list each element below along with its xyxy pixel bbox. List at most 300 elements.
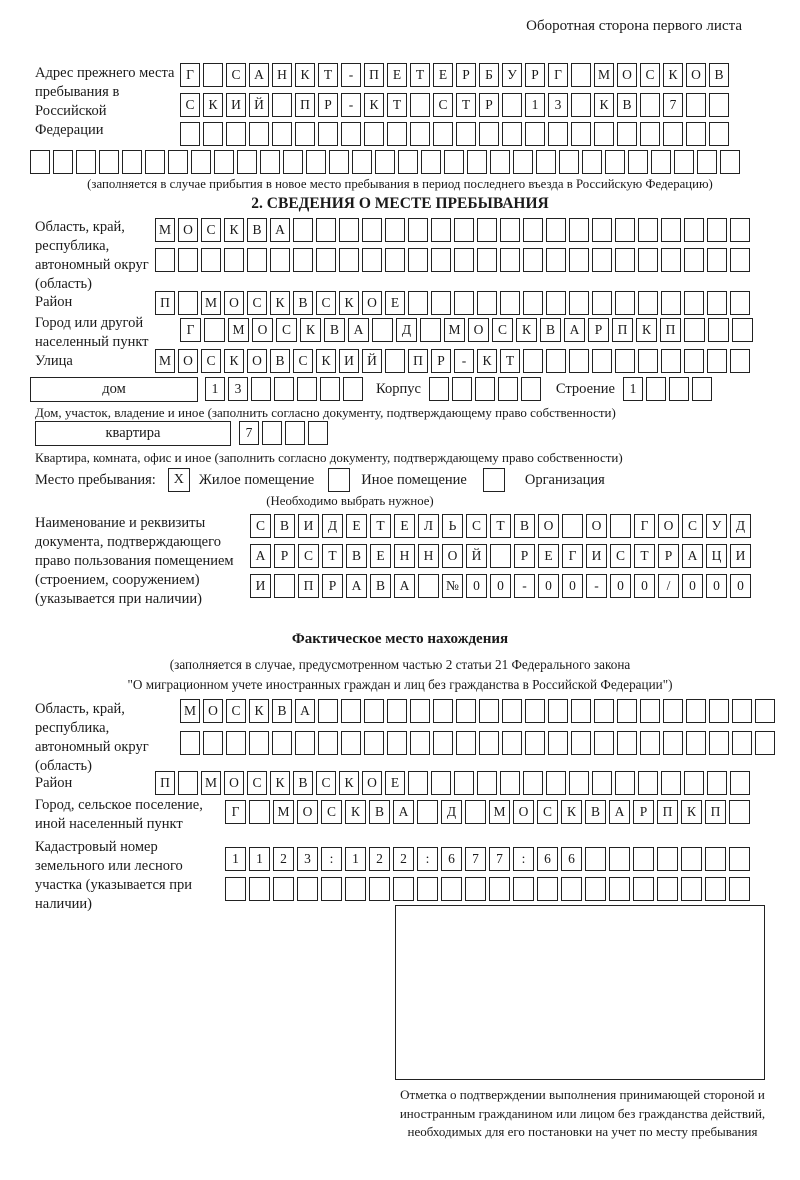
char-cell[interactable]: Е [433,63,453,87]
char-cell[interactable] [592,349,612,373]
char-cell[interactable] [341,122,361,146]
char-cell[interactable]: Е [385,771,405,795]
char-cell[interactable] [420,318,441,342]
char-cell[interactable] [617,731,637,755]
char-cell[interactable] [203,731,223,755]
char-cell[interactable] [417,877,438,901]
char-cell[interactable]: - [341,93,361,117]
char-cell[interactable] [122,150,142,174]
char-cell[interactable] [178,291,198,315]
char-cell[interactable] [548,731,568,755]
char-cell[interactable] [318,699,338,723]
char-cell[interactable] [155,248,175,272]
char-cell[interactable]: 2 [393,847,414,871]
char-cell[interactable] [385,218,405,242]
char-cell[interactable]: 1 [225,847,246,871]
char-cell[interactable]: С [298,544,319,568]
char-cell[interactable] [345,877,366,901]
char-cell[interactable] [467,150,487,174]
char-cell[interactable] [375,150,395,174]
char-cell[interactable] [708,318,729,342]
char-cell[interactable] [707,349,727,373]
char-cell[interactable] [592,291,612,315]
char-cell[interactable] [661,218,681,242]
char-cell[interactable]: Д [441,800,462,824]
char-cell[interactable] [615,771,635,795]
char-cell[interactable]: К [300,318,321,342]
char-cell[interactable] [454,248,474,272]
char-cell[interactable] [523,291,543,315]
char-cell[interactable] [385,248,405,272]
char-cell[interactable]: К [477,349,497,373]
char-cell[interactable] [513,877,534,901]
char-cell[interactable] [571,93,591,117]
char-cell[interactable] [730,218,750,242]
char-cell[interactable]: Г [634,514,655,538]
char-cell[interactable] [364,731,384,755]
char-cell[interactable]: О [362,771,382,795]
char-cell[interactable] [433,731,453,755]
char-cell[interactable]: В [370,574,391,598]
char-cell[interactable] [663,122,683,146]
char-cell[interactable]: - [586,574,607,598]
char-cell[interactable]: П [408,349,428,373]
char-cell[interactable]: О [658,514,679,538]
char-cell[interactable]: 7 [663,93,683,117]
char-cell[interactable]: Е [394,514,415,538]
char-cell[interactable] [569,218,589,242]
char-cell[interactable] [615,291,635,315]
char-cell[interactable] [408,248,428,272]
char-cell[interactable]: 7 [489,847,510,871]
char-cell[interactable]: 0 [634,574,655,598]
char-cell[interactable] [479,122,499,146]
char-cell[interactable]: Й [466,544,487,568]
char-cell[interactable]: А [564,318,585,342]
char-cell[interactable] [372,318,393,342]
char-cell[interactable]: К [316,349,336,373]
char-cell[interactable] [709,93,729,117]
char-cell[interactable]: Г [180,318,201,342]
char-cell[interactable] [180,122,200,146]
char-cell[interactable] [30,150,50,174]
char-cell[interactable] [729,877,750,901]
char-cell[interactable]: К [594,93,614,117]
char-cell[interactable] [490,150,510,174]
char-cell[interactable] [362,248,382,272]
char-cell[interactable] [592,218,612,242]
char-cell[interactable] [479,731,499,755]
char-cell[interactable] [686,93,706,117]
char-cell[interactable] [571,63,591,87]
char-cell[interactable] [594,122,614,146]
char-cell[interactable] [387,122,407,146]
char-cell[interactable] [669,377,689,401]
char-cell[interactable]: К [249,699,269,723]
char-cell[interactable]: О [362,291,382,315]
char-cell[interactable] [615,248,635,272]
char-cell[interactable] [441,877,462,901]
char-cell[interactable]: К [345,800,366,824]
char-cell[interactable] [410,731,430,755]
char-cell[interactable] [684,349,704,373]
char-cell[interactable]: 3 [297,847,318,871]
char-cell[interactable] [247,248,267,272]
char-cell[interactable]: С [492,318,513,342]
char-cell[interactable] [569,291,589,315]
char-cell[interactable] [260,150,280,174]
char-cell[interactable]: 2 [369,847,390,871]
char-cell[interactable]: К [295,63,315,87]
char-cell[interactable] [387,731,407,755]
char-cell[interactable] [657,847,678,871]
char-cell[interactable] [571,122,591,146]
char-cell[interactable] [546,771,566,795]
char-cell[interactable]: С [201,218,221,242]
char-cell[interactable] [145,150,165,174]
char-cell[interactable] [452,377,472,401]
char-cell[interactable] [525,122,545,146]
char-cell[interactable]: О [224,771,244,795]
char-cell[interactable]: В [324,318,345,342]
char-cell[interactable]: Р [658,544,679,568]
char-cell[interactable]: 0 [538,574,559,598]
char-cell[interactable] [318,122,338,146]
char-cell[interactable] [465,877,486,901]
char-cell[interactable]: Й [362,349,382,373]
char-cell[interactable] [465,800,486,824]
char-cell[interactable]: К [339,291,359,315]
char-cell[interactable] [609,847,630,871]
char-cell[interactable] [605,150,625,174]
char-cell[interactable] [502,93,522,117]
char-cell[interactable] [364,122,384,146]
char-cell[interactable] [316,248,336,272]
char-cell[interactable] [410,699,430,723]
char-cell[interactable]: П [364,63,384,87]
char-cell[interactable] [76,150,96,174]
char-cell[interactable]: М [155,218,175,242]
char-cell[interactable]: Т [456,93,476,117]
char-cell[interactable]: А [348,318,369,342]
char-cell[interactable] [295,731,315,755]
char-cell[interactable] [341,699,361,723]
char-cell[interactable] [178,248,198,272]
char-cell[interactable] [562,514,583,538]
char-cell[interactable]: 1 [249,847,270,871]
char-cell[interactable] [502,122,522,146]
char-cell[interactable] [421,150,441,174]
char-cell[interactable]: Е [385,291,405,315]
char-cell[interactable]: Р [525,63,545,87]
char-cell[interactable]: 6 [537,847,558,871]
char-cell[interactable] [755,699,775,723]
char-cell[interactable]: Е [538,544,559,568]
char-cell[interactable]: С [201,349,221,373]
char-cell[interactable] [559,150,579,174]
char-cell[interactable]: Г [180,63,200,87]
char-cell[interactable]: К [681,800,702,824]
char-cell[interactable]: В [270,349,290,373]
char-cell[interactable] [628,150,648,174]
char-cell[interactable]: 0 [610,574,631,598]
char-cell[interactable]: О [686,63,706,87]
char-cell[interactable] [646,377,666,401]
char-cell[interactable] [431,218,451,242]
char-cell[interactable] [513,150,533,174]
checkbox-zhiloe[interactable]: X [168,468,190,492]
char-cell[interactable]: С [682,514,703,538]
char-cell[interactable] [237,150,257,174]
char-cell[interactable]: Т [370,514,391,538]
char-cell[interactable]: Г [562,544,583,568]
char-cell[interactable]: К [636,318,657,342]
char-cell[interactable]: 7 [239,421,259,445]
char-cell[interactable] [454,218,474,242]
char-cell[interactable] [431,248,451,272]
char-cell[interactable] [523,218,543,242]
char-cell[interactable] [663,731,683,755]
char-cell[interactable]: С [247,291,267,315]
char-cell[interactable] [707,291,727,315]
char-cell[interactable] [418,574,439,598]
char-cell[interactable]: В [247,218,267,242]
char-cell[interactable] [329,150,349,174]
char-cell[interactable] [709,731,729,755]
char-cell[interactable] [548,122,568,146]
char-cell[interactable]: Н [272,63,292,87]
char-cell[interactable]: 1 [205,377,225,401]
char-cell[interactable] [661,291,681,315]
char-cell[interactable]: Р [431,349,451,373]
char-cell[interactable] [729,847,750,871]
char-cell[interactable]: О [617,63,637,87]
char-cell[interactable]: Е [346,514,367,538]
char-cell[interactable] [684,771,704,795]
checkbox-inoe[interactable] [328,468,350,492]
char-cell[interactable] [684,248,704,272]
char-cell[interactable] [249,800,270,824]
char-cell[interactable] [387,699,407,723]
char-cell[interactable]: К [224,218,244,242]
char-cell[interactable] [249,122,269,146]
char-cell[interactable]: 2 [273,847,294,871]
char-cell[interactable] [321,877,342,901]
char-cell[interactable] [663,699,683,723]
char-cell[interactable]: К [516,318,537,342]
char-cell[interactable]: П [155,291,175,315]
char-cell[interactable] [521,377,541,401]
char-cell[interactable]: С [250,514,271,538]
char-cell[interactable] [293,218,313,242]
char-cell[interactable] [477,218,497,242]
char-cell[interactable]: В [709,63,729,87]
char-cell[interactable] [755,731,775,755]
char-cell[interactable] [546,248,566,272]
char-cell[interactable]: С [537,800,558,824]
char-cell[interactable] [610,514,631,538]
char-cell[interactable] [490,544,511,568]
char-cell[interactable] [274,574,295,598]
char-cell[interactable]: К [270,291,290,315]
char-cell[interactable]: К [364,93,384,117]
char-cell[interactable]: С [247,771,267,795]
char-cell[interactable] [285,421,305,445]
char-cell[interactable] [523,771,543,795]
char-cell[interactable] [429,377,449,401]
char-cell[interactable]: У [706,514,727,538]
char-cell[interactable]: С [321,800,342,824]
char-cell[interactable]: А [346,574,367,598]
char-cell[interactable] [477,771,497,795]
char-cell[interactable]: 3 [548,93,568,117]
char-cell[interactable]: П [612,318,633,342]
char-cell[interactable]: А [682,544,703,568]
char-cell[interactable] [502,699,522,723]
char-cell[interactable]: О [468,318,489,342]
char-cell[interactable] [640,122,660,146]
char-cell[interactable] [500,771,520,795]
char-cell[interactable] [732,731,752,755]
char-cell[interactable]: / [658,574,679,598]
char-cell[interactable] [408,771,428,795]
char-cell[interactable] [398,150,418,174]
char-cell[interactable] [638,248,658,272]
char-cell[interactable] [270,248,290,272]
char-cell[interactable] [249,731,269,755]
char-cell[interactable] [433,699,453,723]
char-cell[interactable]: Ь [442,514,463,538]
char-cell[interactable]: 0 [466,574,487,598]
char-cell[interactable] [615,218,635,242]
char-cell[interactable] [320,377,340,401]
char-cell[interactable]: Д [396,318,417,342]
char-cell[interactable]: Т [634,544,655,568]
char-cell[interactable]: Н [418,544,439,568]
char-cell[interactable] [475,377,495,401]
char-cell[interactable]: О [224,291,244,315]
char-cell[interactable] [640,731,660,755]
char-cell[interactable]: И [226,93,246,117]
char-cell[interactable]: К [224,349,244,373]
char-cell[interactable] [546,349,566,373]
char-cell[interactable]: Р [514,544,535,568]
char-cell[interactable] [456,699,476,723]
char-cell[interactable] [681,877,702,901]
char-cell[interactable] [369,877,390,901]
char-cell[interactable]: В [272,699,292,723]
char-cell[interactable] [225,877,246,901]
char-cell[interactable] [454,771,474,795]
char-cell[interactable] [316,218,336,242]
char-cell[interactable] [297,877,318,901]
char-cell[interactable] [249,877,270,901]
char-cell[interactable]: Р [456,63,476,87]
char-cell[interactable]: 1 [623,377,643,401]
char-cell[interactable]: О [513,800,534,824]
char-cell[interactable]: О [297,800,318,824]
char-cell[interactable] [433,122,453,146]
char-cell[interactable] [500,291,520,315]
char-cell[interactable] [456,122,476,146]
char-cell[interactable] [709,699,729,723]
char-cell[interactable] [203,122,223,146]
char-cell[interactable]: Т [318,63,338,87]
char-cell[interactable]: М [155,349,175,373]
char-cell[interactable] [661,771,681,795]
char-cell[interactable]: В [585,800,606,824]
char-cell[interactable] [364,699,384,723]
char-cell[interactable] [226,122,246,146]
char-cell[interactable]: Е [387,63,407,87]
char-cell[interactable]: - [341,63,361,87]
char-cell[interactable] [569,771,589,795]
char-cell[interactable] [617,699,637,723]
char-cell[interactable]: А [394,574,415,598]
char-cell[interactable]: С [433,93,453,117]
char-cell[interactable] [730,291,750,315]
char-cell[interactable] [705,847,726,871]
char-cell[interactable]: Т [410,63,430,87]
char-cell[interactable] [339,218,359,242]
char-cell[interactable] [661,248,681,272]
char-cell[interactable]: : [513,847,534,871]
char-cell[interactable]: 0 [682,574,703,598]
char-cell[interactable] [168,150,188,174]
char-cell[interactable] [686,122,706,146]
char-cell[interactable] [523,248,543,272]
char-cell[interactable]: - [454,349,474,373]
char-cell[interactable] [657,877,678,901]
char-cell[interactable]: П [657,800,678,824]
char-cell[interactable]: - [514,574,535,598]
char-cell[interactable]: Р [588,318,609,342]
char-cell[interactable]: О [442,544,463,568]
char-cell[interactable] [431,771,451,795]
char-cell[interactable]: М [201,291,221,315]
char-cell[interactable] [592,771,612,795]
char-cell[interactable]: 0 [730,574,751,598]
char-cell[interactable] [178,771,198,795]
char-cell[interactable]: П [295,93,315,117]
char-cell[interactable] [272,93,292,117]
char-cell[interactable] [408,291,428,315]
char-cell[interactable]: 7 [465,847,486,871]
char-cell[interactable] [705,877,726,901]
char-cell[interactable] [707,771,727,795]
char-cell[interactable] [569,349,589,373]
char-cell[interactable]: А [249,63,269,87]
char-cell[interactable]: К [663,63,683,87]
char-cell[interactable] [295,122,315,146]
char-cell[interactable]: П [298,574,319,598]
char-cell[interactable]: 0 [706,574,727,598]
char-cell[interactable]: Р [479,93,499,117]
char-cell[interactable]: Д [322,514,343,538]
char-cell[interactable]: С [276,318,297,342]
char-cell[interactable] [661,349,681,373]
char-cell[interactable]: К [339,771,359,795]
char-cell[interactable]: С [640,63,660,87]
char-cell[interactable]: 0 [490,574,511,598]
char-cell[interactable]: А [393,800,414,824]
char-cell[interactable] [638,218,658,242]
char-cell[interactable] [707,248,727,272]
char-cell[interactable] [609,877,630,901]
char-cell[interactable] [408,218,428,242]
char-cell[interactable] [571,699,591,723]
char-cell[interactable]: В [293,291,313,315]
